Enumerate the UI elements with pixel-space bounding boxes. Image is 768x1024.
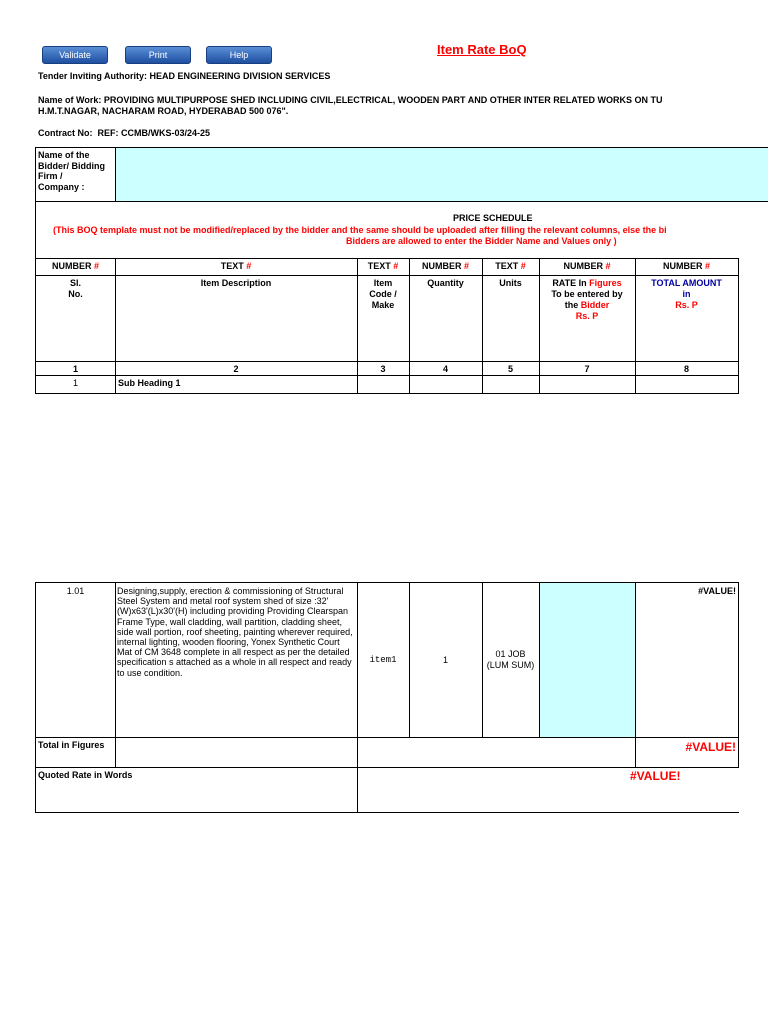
ps-left-border: [35, 202, 36, 258]
contract-label: Contract No:: [38, 128, 93, 138]
type-label: TEXT: [367, 261, 391, 271]
type-hash: #: [393, 261, 399, 271]
col-num-3: 3: [380, 364, 386, 374]
item-qty: 1: [442, 655, 448, 665]
type-label: TEXT: [220, 261, 244, 271]
bidder-label-3: Firm /: [38, 171, 63, 181]
print-button[interactable]: Print: [125, 46, 191, 64]
work-line1: PROVIDING MULTIPURPOSE SHED INCLUDING CIVIL,ELECTRICAL, WOODEN PART AND OTHER INTER RELATED WORKS ON TU: [103, 95, 663, 105]
type-col-7: [635, 261, 738, 271]
col-rate-header: [539, 278, 635, 322]
rate-l3a: the: [564, 300, 581, 310]
bidder-name-input[interactable]: [115, 147, 768, 202]
type-col-3: [357, 261, 409, 271]
contract-value: REF: CCMB/WKS-03/24-25: [97, 128, 211, 138]
col-code-line1: Item: [373, 278, 393, 288]
rate-l3b: Bidder: [580, 300, 610, 310]
col-num-4: 4: [442, 364, 448, 374]
item-total: #VALUE!: [698, 586, 736, 596]
rate-l1b: Figures: [589, 278, 622, 288]
col-num-5: 5: [507, 364, 513, 374]
col-code-header: [357, 278, 409, 311]
type-hash: #: [246, 261, 252, 271]
type-col-4: [409, 261, 482, 271]
type-col-5: [482, 261, 539, 271]
name-of-work: [38, 95, 663, 105]
type-label: NUMBER: [662, 261, 703, 271]
contract-no: [38, 128, 210, 138]
col-code-line2: Code /: [369, 289, 397, 299]
total-in-figures-label: Total in Figures: [38, 740, 105, 750]
tender-authority: [38, 71, 330, 81]
type-col-2: [115, 261, 357, 271]
col-desc-header: Item Description: [200, 278, 272, 288]
type-hash: #: [94, 261, 100, 271]
tender-label: Tender Inviting Authority:: [38, 71, 147, 81]
bidder-label-cell: [35, 147, 116, 202]
type-hash: #: [705, 261, 711, 271]
type-hash: #: [520, 261, 526, 271]
help-button[interactable]: Help: [206, 46, 272, 64]
type-hash: #: [464, 261, 470, 271]
bidder-label-2: Bidder/ Bidding: [38, 160, 105, 171]
col-total-header: [635, 278, 738, 311]
col-num-7: 7: [584, 364, 590, 374]
type-col-1: [35, 261, 116, 271]
type-label: NUMBER: [563, 261, 603, 271]
subheading-text: Sub Heading 1: [118, 378, 181, 388]
bidder-label-1: Name of the: [38, 150, 90, 160]
bidder-label-4: Company :: [38, 181, 85, 192]
work-label: Name of Work:: [38, 95, 102, 105]
type-label: NUMBER: [51, 261, 92, 271]
col-sl-header: [35, 278, 116, 300]
item-code: item1: [369, 655, 397, 665]
price-schedule-heading-text: PRICE SCHEDULE: [453, 213, 533, 223]
col-sl-line2: No.: [68, 289, 83, 299]
rate-input[interactable]: [540, 583, 635, 737]
total-in-figures-value: #VALUE!: [685, 740, 736, 754]
rate-l4: Rs. P: [575, 311, 599, 321]
price-schedule-note2: Bidders are allowed to enter the Bidder Name and Values only ): [346, 236, 617, 246]
subheading-sl: 1: [72, 378, 78, 388]
col-units-header: Units: [499, 278, 522, 288]
page-title: Item Rate BoQ: [437, 42, 527, 57]
col-qty-header: Quantity: [427, 278, 464, 288]
rate-l2: To be entered by: [551, 289, 623, 299]
col-num-8: 8: [683, 364, 689, 374]
type-col-6: [539, 261, 635, 271]
type-label: TEXT: [495, 261, 519, 271]
col-num-2: 2: [233, 364, 239, 374]
tender-value: HEAD ENGINEERING DIVISION SERVICES: [149, 71, 331, 81]
price-schedule-note1: (This BOQ template must not be modified/replaced by the bidder and the same should be uploaded after filling the relevant columns, else the bi: [53, 225, 667, 235]
quoted-rate-words-value: #VALUE!: [630, 769, 681, 783]
total-l1: TOTAL AMOUNT: [651, 278, 722, 288]
total-l2: in: [682, 289, 691, 299]
validate-button[interactable]: Validate: [42, 46, 108, 64]
item-sl: 1.01: [66, 586, 85, 596]
col-num-1: 1: [72, 364, 78, 374]
item-units-2: (LUM SUM): [486, 660, 535, 670]
type-label: NUMBER: [421, 261, 462, 271]
col-sl-line1: Sl.: [69, 278, 81, 288]
quoted-rate-words-label: Quoted Rate in Words: [38, 770, 133, 780]
col-code-line3: Make: [371, 300, 395, 310]
work-line2: H.M.T.NAGAR, NACHARAM ROAD, HYDERABAD 500 076".: [38, 106, 289, 116]
type-hash: #: [605, 261, 611, 271]
item-units-1: 01 JOB: [495, 649, 526, 659]
total-l3: Rs. P: [675, 300, 698, 310]
rate-l1a: RATE In: [552, 278, 590, 288]
item-description: Designing,supply, erection & commissioning of Structural Steel System and metal roof system shed of size :32' (W)x63'(L)x30'(H) including providing Providing Clearspan Frame Type, wall cladding, wall partition, cladding sheet, side wall portion, roof sheeting, painting wherever required, internal lighting, wooden flooring, Yonex Synthetic Court Mat of CM 3648 complete in all respect as per the detailed specification s attached as a whole in all respect and ready to use condition.: [117, 586, 353, 678]
item-units: [482, 649, 539, 671]
